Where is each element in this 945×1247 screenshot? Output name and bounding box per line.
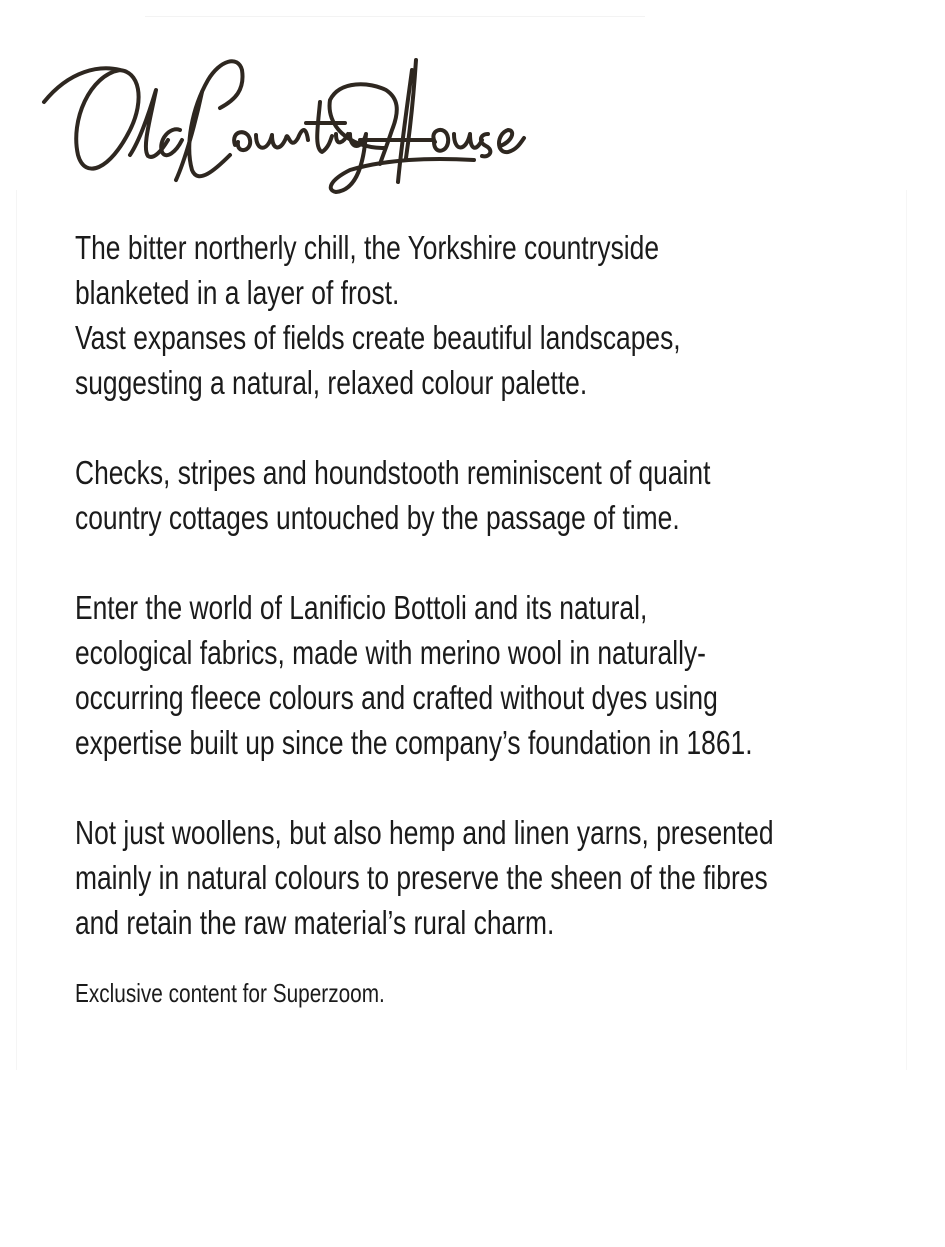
paragraph-2 [75, 450, 875, 540]
paragraph-4 [75, 810, 875, 945]
paragraph-1 [75, 225, 875, 405]
text-line: ecological fabrics, made with merino wool in naturally- [75, 634, 706, 671]
text-line: mainly in natural colours to preserve the sheen of the fibres [75, 859, 768, 896]
script-title-logo [30, 30, 850, 200]
text-line: The bitter northerly chill, the Yorkshire countryside [75, 229, 660, 266]
text-line: and retain the raw material’s rural charm. [75, 904, 555, 941]
paragraph-gap [75, 765, 875, 810]
text-line: Vast expanses of fields create beautiful landscapes, [75, 319, 681, 356]
top-divider [145, 16, 645, 17]
card-edge-right [906, 190, 907, 1070]
article-body [75, 225, 875, 945]
text-line: Not just woollens, but also hemp and linen yarns, presented [75, 814, 774, 851]
text-line: Checks, stripes and houndstooth reminiscent of quaint [75, 454, 711, 491]
text-line: country cottages untouched by the passage of time. [75, 499, 680, 536]
text-line: occurring fleece colours and crafted without dyes using [75, 679, 718, 716]
paragraph-gap [75, 540, 875, 585]
text-line: expertise built up since the company’s foundation in 1861. [75, 724, 753, 761]
card-edge-left [16, 190, 17, 1070]
paragraph-3 [75, 585, 875, 765]
text-line: suggesting a natural, relaxed colour palette. [75, 364, 588, 401]
text-line: blanketed in a layer of frost. [75, 274, 400, 311]
text-line: Enter the world of Lanificio Bottoli and its natural, [75, 589, 648, 626]
title-letter-O [44, 68, 139, 168]
paragraph-gap [75, 405, 875, 450]
footer-note: Exclusive content for Superzoom. [75, 978, 385, 1008]
title-letters-ountry [234, 102, 474, 192]
title-letters-ouse [433, 130, 524, 156]
